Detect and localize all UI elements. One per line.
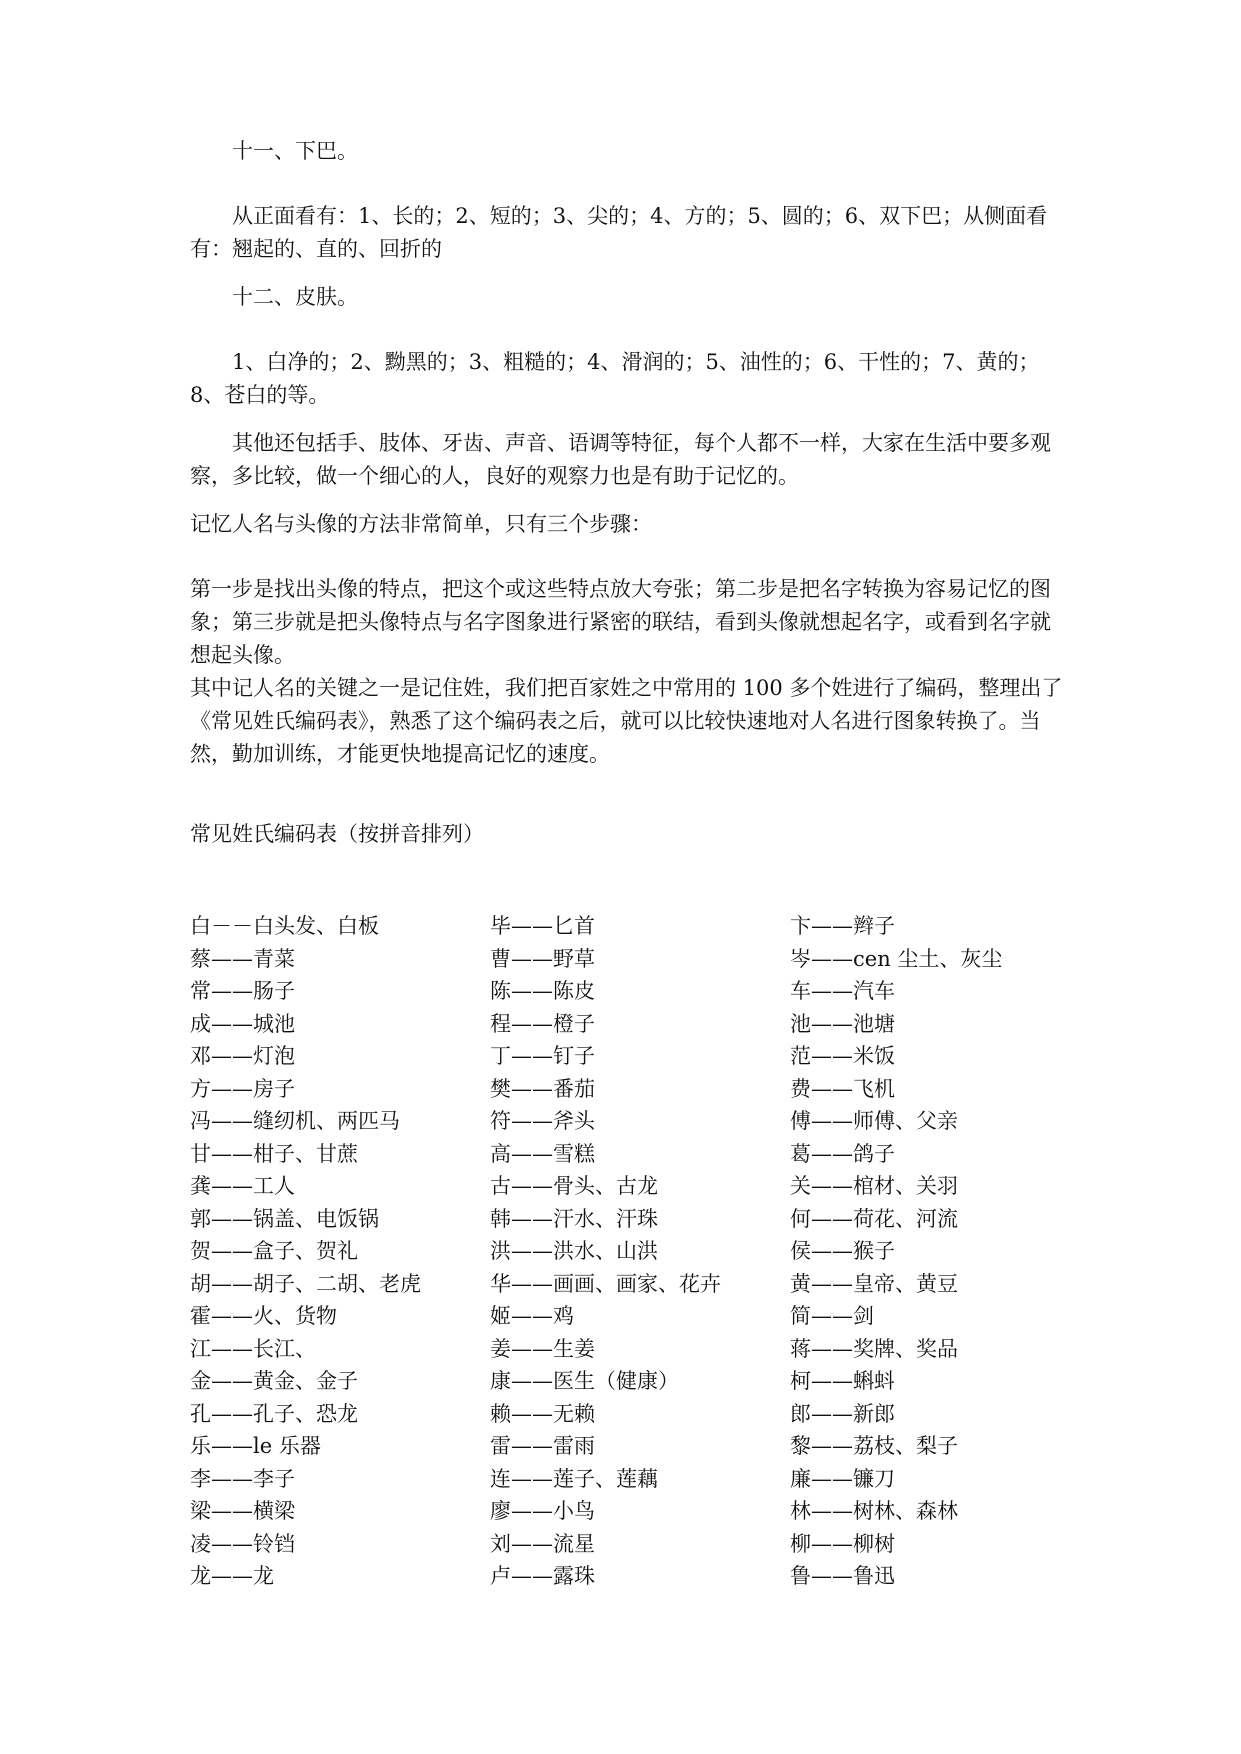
surname-entry: 林——树林、森林 <box>790 1499 958 1523</box>
surname-entry: 姜——生姜 <box>490 1336 595 1361</box>
surname-entry: 廖——小鸟 <box>490 1499 595 1523</box>
surname-entry: 樊——番茄 <box>490 1076 595 1101</box>
table-row <box>190 1560 1090 1593</box>
surname-entry: 卞——辫子 <box>790 914 895 938</box>
steps-paragraph: 第一步是找出头像的特点，把这个或这些特点放大夸张；第二步是把名字转换为容易记忆的图象；第三步就是把头像特点与名字图象进行紧密的联结，看到头像就想起名字，或看到名字就想起头像。 <box>190 577 1051 667</box>
surname-entry: 乐——le 乐器 <box>190 1434 321 1458</box>
table-row <box>190 1365 1090 1398</box>
surname-entry: 柯——蝌蚪 <box>790 1369 895 1393</box>
key-paragraph: 其中记人名的关键之一是记住姓，我们把百家姓之中常用的 100 多个姓进行了编码，整理出了《常见姓氏编码表》，熟悉了这个编码表之后，就可以比较快速地对人名进行图象转换了。当然，勤加训练，才能更快地提高记忆的速度。 <box>190 676 1063 766</box>
surname-entry: 蔡——青菜 <box>190 946 295 971</box>
table-row <box>190 1235 1090 1268</box>
table-row <box>190 1203 1090 1236</box>
surname-entry: 毕——匕首 <box>490 914 595 938</box>
surname-entry: 雷——雷雨 <box>490 1434 595 1458</box>
method-intro: 记忆人名与头像的方法非常简单，只有三个步骤： <box>190 512 652 536</box>
surname-entry: 李——李子 <box>190 1466 295 1491</box>
surname-entry: 连——莲子、莲藕 <box>490 1466 658 1491</box>
table-title: 常见姓氏编码表（按拼音排列） <box>190 822 484 846</box>
surname-entry: 丁——钉子 <box>490 1044 595 1068</box>
surname-entry: 姬——鸡 <box>490 1304 574 1328</box>
table-row <box>190 1268 1090 1301</box>
surname-entry: 关——棺材、关羽 <box>790 1174 958 1198</box>
surname-entry: 鲁——鲁迅 <box>790 1564 895 1588</box>
surname-entry: 高——雪糕 <box>490 1141 595 1166</box>
surname-entry: 程——橙子 <box>490 1011 595 1036</box>
table-row <box>190 1073 1090 1106</box>
closing-paragraph: 其他还包括手、肢体、牙齿、声音、语调等特征，每个人都不一样，大家在生活中要多观察，多比较，做一个细心的人，良好的观察力也是有助于记忆的。 <box>190 431 1051 488</box>
surname-entry: 符——斧头 <box>490 1109 595 1133</box>
table-row <box>190 1105 1090 1138</box>
surname-entry: 郭——锅盖、电饭锅 <box>190 1206 379 1231</box>
surname-entry: 古——骨头、古龙 <box>490 1174 658 1198</box>
surname-entry: 龚——工人 <box>190 1174 295 1198</box>
surname-entry: 简——剑 <box>790 1304 874 1328</box>
table-row <box>190 1138 1090 1171</box>
section-heading-chin: 十一、下巴。 <box>232 139 358 163</box>
surname-entry: 赖——无赖 <box>490 1401 595 1426</box>
table-row <box>190 1300 1090 1333</box>
surname-entry: 葛——鸽子 <box>790 1141 895 1166</box>
table-row <box>190 943 1090 976</box>
surname-entry: 侯——猴子 <box>790 1239 895 1263</box>
surname-entry: 柳——柳树 <box>790 1531 895 1556</box>
section-text-chin: 从正面看有：1、长的；2、短的；3、尖的；4、方的；5、圆的；6、双下巴；从侧面看有：翘起的、直的、回折的 <box>190 204 1048 261</box>
table-row <box>190 1495 1090 1528</box>
surname-entry: 龙——龙 <box>190 1564 274 1588</box>
surname-entry: 贺——盒子、贺礼 <box>190 1239 358 1263</box>
surname-entry: 甘——柑子、甘蔗 <box>190 1141 358 1166</box>
table-row <box>190 975 1090 1008</box>
table-row <box>190 1528 1090 1561</box>
surname-entry: 康——医生（健康） <box>490 1369 679 1393</box>
surname-entry: 卢——露珠 <box>490 1564 595 1588</box>
table-row <box>190 1398 1090 1431</box>
table-row <box>190 1008 1090 1041</box>
surname-entry: 冯——缝纫机、两匹马 <box>190 1109 400 1133</box>
surname-entry: 岑——cen 尘土、灰尘 <box>790 946 1003 971</box>
table-row <box>190 1040 1090 1073</box>
table-row <box>190 1333 1090 1366</box>
surname-entry: 黄——皇帝、黄豆 <box>790 1271 958 1296</box>
surname-entry: 洪——洪水、山洪 <box>490 1239 658 1263</box>
surname-entry: 廉——镰刀 <box>790 1466 895 1491</box>
surname-entry: 白－－白头发、白板 <box>190 914 379 938</box>
surname-entry: 费——飞机 <box>790 1076 895 1101</box>
surname-entry: 何——荷花、河流 <box>790 1206 958 1231</box>
surname-entry: 霍——火、货物 <box>190 1304 337 1328</box>
surname-entry: 范——米饭 <box>790 1044 895 1068</box>
surname-entry: 金——黄金、金子 <box>190 1369 358 1393</box>
surname-entry: 常——肠子 <box>190 979 295 1003</box>
surname-entry: 孔——孔子、恐龙 <box>190 1401 358 1426</box>
section-heading-skin: 十二、皮肤。 <box>232 285 358 309</box>
surname-entry: 池——池塘 <box>790 1011 895 1036</box>
surname-entry: 黎——荔枝、梨子 <box>790 1434 958 1458</box>
surname-entry: 华——画画、画家、花卉 <box>490 1271 721 1296</box>
surname-entry: 郎——新郎 <box>790 1401 895 1426</box>
table-row <box>190 1430 1090 1463</box>
surname-entry: 韩——汗水、汗珠 <box>490 1206 658 1231</box>
surname-entry: 陈——陈皮 <box>490 979 595 1003</box>
surname-entry: 刘——流星 <box>490 1531 595 1556</box>
surname-entry: 邓——灯泡 <box>190 1044 295 1068</box>
surname-entry: 蒋——奖牌、奖品 <box>790 1336 958 1361</box>
surname-code-table <box>190 910 1090 1593</box>
surname-entry: 胡——胡子、二胡、老虎 <box>190 1271 421 1296</box>
surname-entry: 梁——横梁 <box>190 1499 295 1523</box>
surname-entry: 车——汽车 <box>790 979 895 1003</box>
surname-entry: 成——城池 <box>190 1011 295 1036</box>
surname-entry: 江——长江、 <box>190 1336 316 1361</box>
table-row <box>190 1463 1090 1496</box>
table-row <box>190 910 1090 943</box>
table-row <box>190 1170 1090 1203</box>
surname-entry: 傅——师傅、父亲 <box>790 1109 958 1133</box>
surname-entry: 方——房子 <box>190 1076 295 1101</box>
surname-entry: 曹——野草 <box>490 946 595 971</box>
section-text-skin: 1、白净的；2、黝黑的；3、粗糙的；4、滑润的；5、油性的；6、干性的；7、黄的；8、苍白的等。 <box>190 350 1040 407</box>
surname-entry: 凌——铃铛 <box>190 1531 295 1556</box>
